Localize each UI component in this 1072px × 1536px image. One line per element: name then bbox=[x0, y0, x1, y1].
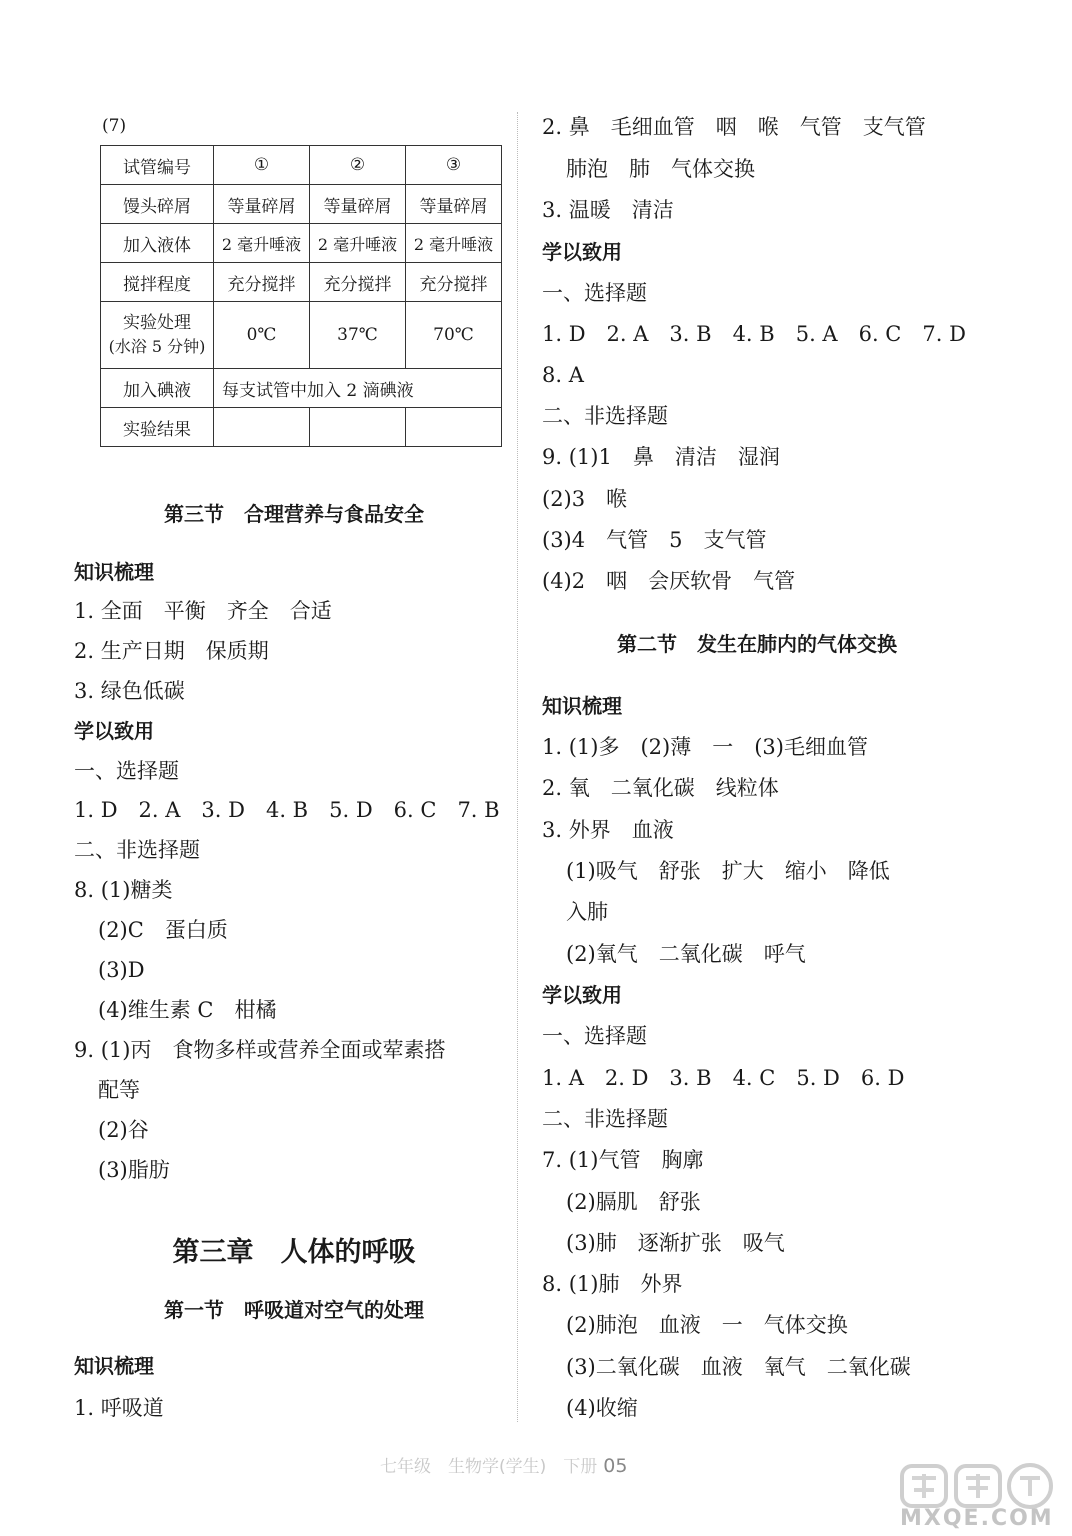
answer-line: 入肺 bbox=[566, 900, 608, 924]
table-number: (7) bbox=[102, 116, 127, 136]
page-number: 05 bbox=[603, 1455, 628, 1477]
answer-line: (2)肺泡 血液 一 气体交换 bbox=[566, 1313, 848, 1337]
subheading: 知识梳理 bbox=[74, 560, 154, 584]
answer-line: 8. (1)糖类 bbox=[74, 878, 173, 902]
answer-line: (3)二氧化碳 血液 氧气 二氧化碳 bbox=[566, 1355, 911, 1379]
table-row: 加入液体 2 毫升唾液 2 毫升唾液 2 毫升唾液 bbox=[101, 224, 502, 263]
answer-line: (4)2 咽 会厌软骨 气管 bbox=[542, 569, 796, 593]
answer-line: (3)D bbox=[98, 958, 145, 982]
answer-line: (2)谷 bbox=[98, 1118, 149, 1142]
answer-line: (1)吸气 舒张 扩大 缩小 降低 bbox=[566, 859, 890, 883]
answer-line: (2)C 蛋白质 bbox=[98, 918, 228, 942]
answer-line: (4)收缩 bbox=[566, 1396, 638, 1420]
answer-line: 8. A bbox=[542, 363, 584, 387]
answer-line: 二、非选择题 bbox=[542, 1107, 668, 1131]
answer-line: 9. (1)丙 食物多样或营养全面或荤素搭 bbox=[74, 1038, 446, 1062]
answer-line: 1. 全面 平衡 齐全 合适 bbox=[74, 599, 332, 623]
table-row: 加入碘液 每支试管中加入 2 滴碘液 bbox=[101, 369, 502, 408]
answer-line: 一、选择题 bbox=[542, 1024, 647, 1048]
section-title: 第三节 合理营养与食品安全 bbox=[164, 502, 424, 526]
section-title: 第二节 发生在肺内的气体交换 bbox=[617, 632, 897, 656]
answer-line: (3)4 气管 5 支气管 bbox=[542, 528, 767, 552]
answer-line: 二、非选择题 bbox=[74, 838, 200, 862]
footer-text: 七年级 生物学(学生) 下册 bbox=[380, 1457, 598, 1477]
answer-line: 一、选择题 bbox=[542, 281, 647, 305]
answer-line: 3. 绿色低碳 bbox=[74, 679, 185, 703]
answer-line: (4)维生素 C 柑橘 bbox=[98, 998, 277, 1022]
answer-line: (3)肺 逐渐扩张 吸气 bbox=[566, 1231, 785, 1255]
answer-line: 1. D 2. A 3. B 4. B 5. A 6. C 7. D bbox=[542, 322, 966, 346]
subheading: 学以致用 bbox=[542, 240, 622, 264]
answer-line: 7. (1)气管 胸廓 bbox=[542, 1148, 704, 1172]
answer-line: (2)3 喉 bbox=[542, 487, 628, 511]
answer-line: 1. D 2. A 3. D 4. B 5. D 6. C 7. B bbox=[74, 798, 500, 822]
answer-line: 二、非选择题 bbox=[542, 404, 668, 428]
page-footer bbox=[380, 1452, 627, 1477]
answer-line: 3. 外界 血液 bbox=[542, 818, 674, 842]
answer-line: 9. (1)1 鼻 清洁 湿润 bbox=[542, 445, 780, 469]
subheading: 学以致用 bbox=[542, 983, 622, 1007]
answer-line: 2. 生产日期 保质期 bbox=[74, 639, 269, 663]
answer-line: 1. 呼吸道 bbox=[74, 1396, 164, 1420]
answer-line: 一、选择题 bbox=[74, 759, 179, 783]
table-row: 实验处理 (水浴 5 分钟) 0℃ 37℃ 70℃ bbox=[101, 302, 502, 369]
answer-line: 1. (1)多 (2)薄 一 (3)毛细血管 bbox=[542, 735, 868, 759]
subheading: 知识梳理 bbox=[74, 1354, 154, 1378]
table-row: 试管编号 ① ② ③ bbox=[101, 146, 502, 185]
process-label-cell: 实验处理 (水浴 5 分钟) bbox=[101, 302, 214, 369]
answer-line: 2. 鼻 毛细血管 咽 喉 气管 支气管 bbox=[542, 115, 926, 139]
answer-line: 8. (1)肺 外界 bbox=[542, 1272, 683, 1296]
answer-line: (2)氧气 二氧化碳 呼气 bbox=[566, 942, 806, 966]
answer-line: 3. 温暖 清洁 bbox=[542, 198, 674, 222]
chapter-title: 第三章 人体的呼吸 bbox=[172, 1237, 416, 1268]
subheading: 学以致用 bbox=[74, 719, 154, 743]
answer-line: (2)膈肌 舒张 bbox=[566, 1190, 701, 1214]
subheading: 知识梳理 bbox=[542, 694, 622, 718]
column-divider bbox=[517, 112, 518, 1422]
answer-line: 肺泡 肺 气体交换 bbox=[566, 157, 755, 181]
table-row: 馒头碎屑 等量碎屑 等量碎屑 等量碎屑 bbox=[101, 185, 502, 224]
section-title: 第一节 呼吸道对空气的处理 bbox=[164, 1298, 424, 1322]
answer-line: (3)脂肪 bbox=[98, 1158, 170, 1182]
table-row: 搅拌程度 充分搅拌 充分搅拌 充分搅拌 bbox=[101, 263, 502, 302]
answer-line: 配等 bbox=[98, 1078, 140, 1102]
answer-line: 1. A 2. D 3. B 4. C 5. D 6. D bbox=[542, 1066, 905, 1090]
table-row: 实验结果 bbox=[101, 408, 502, 447]
experiment-table bbox=[100, 145, 502, 447]
watermark-text: MXQE.COM bbox=[900, 1506, 1054, 1531]
answer-line: 2. 氧 二氧化碳 线粒体 bbox=[542, 776, 779, 800]
